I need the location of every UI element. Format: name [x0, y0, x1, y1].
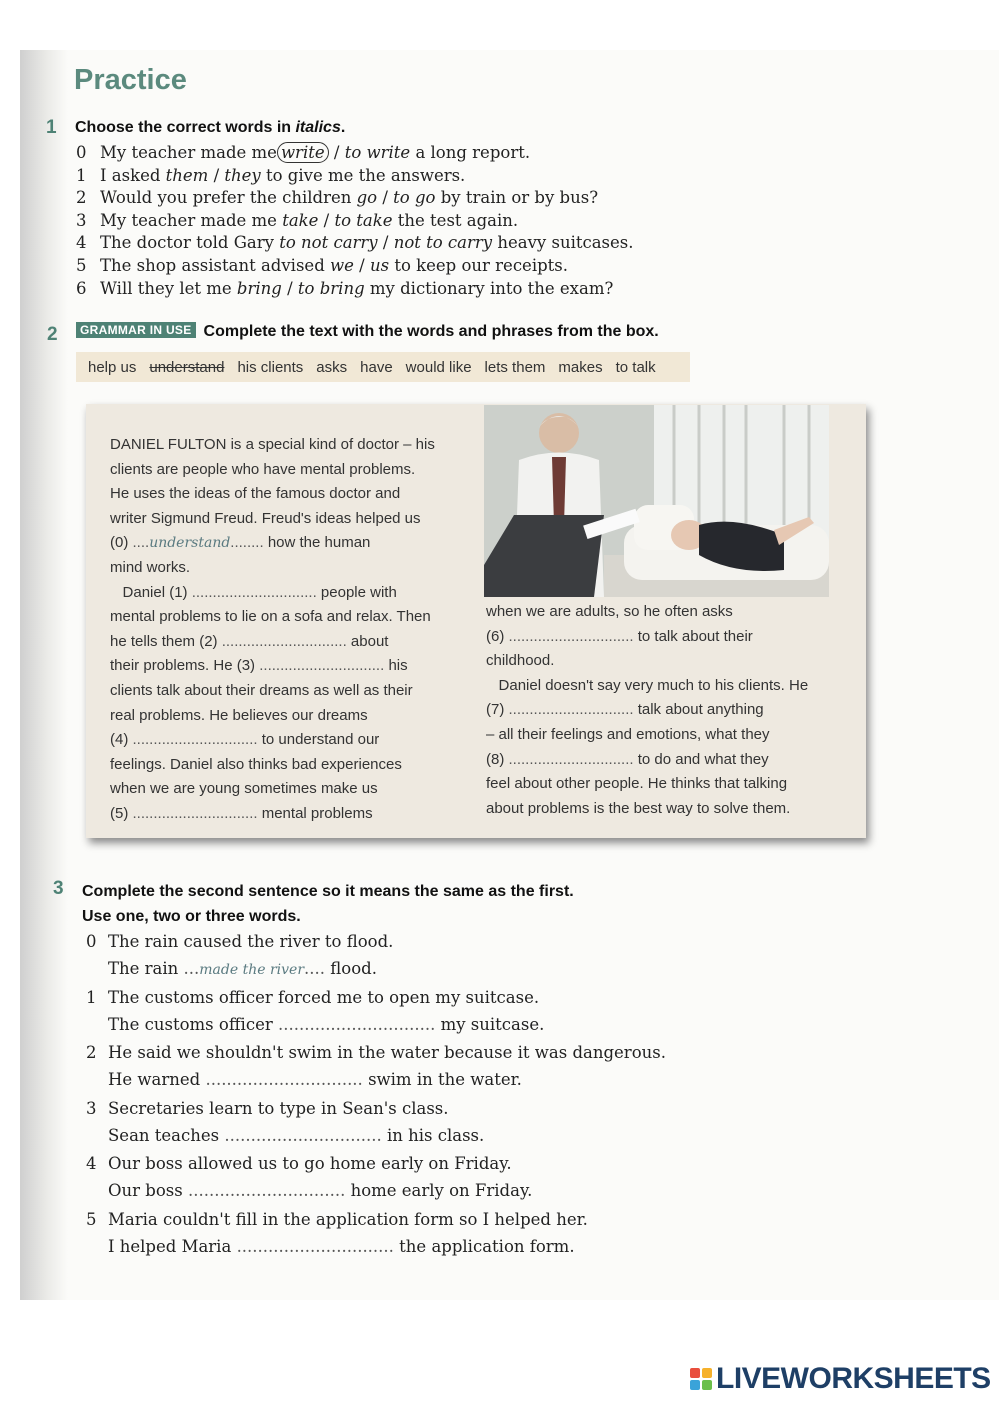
answer-gap: ...made the river.... [183, 959, 326, 978]
item-number: 1 [76, 165, 87, 185]
exercise-1-number: 1 [46, 117, 57, 138]
logo-mark-icon [690, 1368, 712, 1390]
option-b[interactable]: to bring [297, 278, 365, 298]
exercise-3-item: 1 The customs officer forced me to open my suitcase. The customs officer .............................. my suitcase. [86, 984, 706, 1040]
item-number: 2 [76, 188, 87, 208]
item-text: I asked them / they to give me the answers. [100, 165, 466, 185]
gap-3[interactable]: .............................. [259, 657, 385, 675]
source-sentence: Maria couldn't fill in the application form so I helped her. [108, 1209, 588, 1229]
exercise-3-number: 3 [53, 878, 64, 899]
item-number: 4 [76, 233, 87, 253]
gap-1[interactable]: .............................. [191, 583, 317, 601]
option-b[interactable]: to write [344, 143, 411, 162]
exercise-3-item: 2 He said we shouldn't swim in the water because it was dangerous. He warned .............................. swim in the water. [86, 1039, 706, 1095]
item-number: 3 [86, 1098, 97, 1118]
exercise-3-list [86, 928, 706, 1261]
article-right-column: when we are adults, so he often asks (6) .............................. to talk about their childhood. Daniel doesn't say very much to his clients. He (7) .............................. talk about anything – all their feelings and emotions, what they (8) .............................. to do and what they feel about other people. He thinks that talking about problems is the best way to solve them. [486, 603, 809, 817]
option-a[interactable]: write [277, 142, 329, 163]
therapy-photo [484, 405, 829, 597]
word-box-item: help us [88, 358, 137, 376]
gap-6[interactable]: .............................. [508, 627, 634, 645]
option-a[interactable]: them [165, 165, 209, 185]
option-b[interactable]: they [224, 165, 261, 185]
option-a[interactable]: bring [236, 278, 282, 298]
item-text: The shop assistant advised we / us to keep our receipts. [100, 255, 569, 275]
exercise-3-item: 0 The rain caused the river to flood. The rain ...made the river.... flood. [86, 928, 706, 984]
exercise-1-item [76, 255, 716, 278]
item-text: Will they let me bring / to bring my dictionary into the exam? [100, 278, 614, 298]
item-number: 0 [76, 143, 87, 162]
item-number: 1 [86, 987, 97, 1007]
liveworksheets-logo: LIVEWORKSHEETS [690, 1362, 991, 1396]
option-b[interactable]: to take [334, 210, 393, 230]
gap-7[interactable]: .............................. [508, 701, 634, 719]
option-a[interactable]: go [356, 188, 378, 208]
word-box-item: have [360, 358, 393, 376]
option-a[interactable]: we [330, 255, 354, 275]
item-number: 4 [86, 1154, 97, 1173]
exercise-1-item [76, 232, 716, 255]
word-box-item: lets them [484, 358, 546, 376]
gap-8[interactable]: .............................. [508, 750, 634, 768]
option-a[interactable]: to not carry [279, 233, 378, 253]
exercise-1-list [76, 142, 716, 300]
gap-0: ....understand........ [132, 534, 264, 552]
exercise-3-item: 3 Secretaries learn to type in Sean's class. Sean teaches .............................. in his class. [86, 1095, 706, 1151]
word-box-item: makes [558, 358, 603, 376]
answer-gap[interactable]: .............................. [236, 1236, 394, 1256]
item-number: 0 [86, 932, 97, 951]
exercise-3-item: 5 Maria couldn't fill in the application form so I helped her. I helped Maria .............................. the application form. [86, 1206, 706, 1262]
gap-2[interactable]: .............................. [221, 632, 347, 650]
item-number: 5 [86, 1209, 97, 1229]
grammar-in-use-tag: GRAMMAR IN USE [76, 322, 196, 338]
item-number: 6 [76, 278, 87, 298]
exercise-2-instruction: GRAMMAR IN USE Complete the text with the words and phrases from the box. [76, 322, 659, 341]
source-sentence: Secretaries learn to type in Sean's class. [108, 1098, 449, 1118]
exercise-1-instruction: Choose the correct words in italics. [75, 119, 346, 136]
exercise-1-item [76, 142, 716, 165]
gap-4[interactable]: .............................. [132, 731, 258, 749]
item-number: 3 [76, 210, 87, 230]
exercise-3-item: 4 Our boss allowed us to go home early on Friday. Our boss .............................. home early on Friday. [86, 1150, 706, 1206]
gap-5[interactable]: .............................. [132, 804, 258, 822]
exercise-1-item [76, 165, 716, 188]
source-sentence: He said we shouldn't swim in the water because it was dangerous. [108, 1043, 666, 1062]
page-title: Practice [74, 64, 187, 96]
exercise-1-item [76, 187, 716, 210]
item-text: Would you prefer the children go / to go by train or by bus? [100, 188, 599, 208]
exercise-2-number: 2 [47, 324, 58, 345]
exercise-1-item [76, 278, 716, 301]
source-sentence: Our boss allowed us to go home early on Friday. [108, 1154, 512, 1173]
item-number: 2 [86, 1043, 97, 1062]
option-b[interactable]: us [369, 255, 390, 275]
word-box-item: would like [405, 358, 472, 376]
item-text: The doctor told Gary to not carry / not to carry heavy suitcases. [100, 233, 634, 253]
item-text: My teacher made me write / to write a long report. [100, 143, 531, 162]
word-box-item: understand [149, 358, 225, 376]
word-box-item: asks [316, 358, 348, 376]
word-box-item: his clients [237, 358, 304, 376]
answer-gap[interactable]: .............................. [187, 1181, 346, 1200]
source-sentence: The rain caused the river to flood. [108, 932, 394, 951]
word-box-item: to talk [615, 358, 656, 376]
page-binding-shadow [20, 50, 68, 1300]
item-number: 5 [76, 255, 87, 275]
item-text: My teacher made me take / to take the test again. [100, 210, 519, 230]
word-box [76, 352, 690, 382]
exercise-1-item [76, 210, 716, 233]
article-left-column: DANIEL FULTON is a special kind of doctor – his clients are people who have mental problems. He uses the ideas of the famous doctor and writer Sigmund Freud. Freud's ideas helped us (0) ....understand........ how the human mind works. Daniel (1) .............................. people with mental problems to lie on a sofa and relax. Then he tells them (2) .............................. about their problems. He (3) .............................. his clients talk about their dreams as well as their real problems. He believes our dreams (4) .............................. to understand our feelings. Daniel also thinks bad experiences when we are young sometimes make us (5) .............................. mental problems [110, 436, 435, 822]
source-sentence: The customs officer forced me to open my suitcase. [108, 987, 540, 1007]
answer-gap[interactable]: .............................. [277, 1014, 436, 1034]
option-a[interactable]: take [282, 210, 319, 230]
option-b[interactable]: not to carry [393, 233, 493, 253]
answer-gap[interactable]: .............................. [205, 1070, 363, 1089]
option-b[interactable]: to go [393, 188, 436, 208]
answer-gap[interactable]: .............................. [224, 1125, 382, 1145]
exercise-3-instruction: Complete the second sentence so it means the same as the first. Use one, two or three words. [82, 883, 574, 925]
